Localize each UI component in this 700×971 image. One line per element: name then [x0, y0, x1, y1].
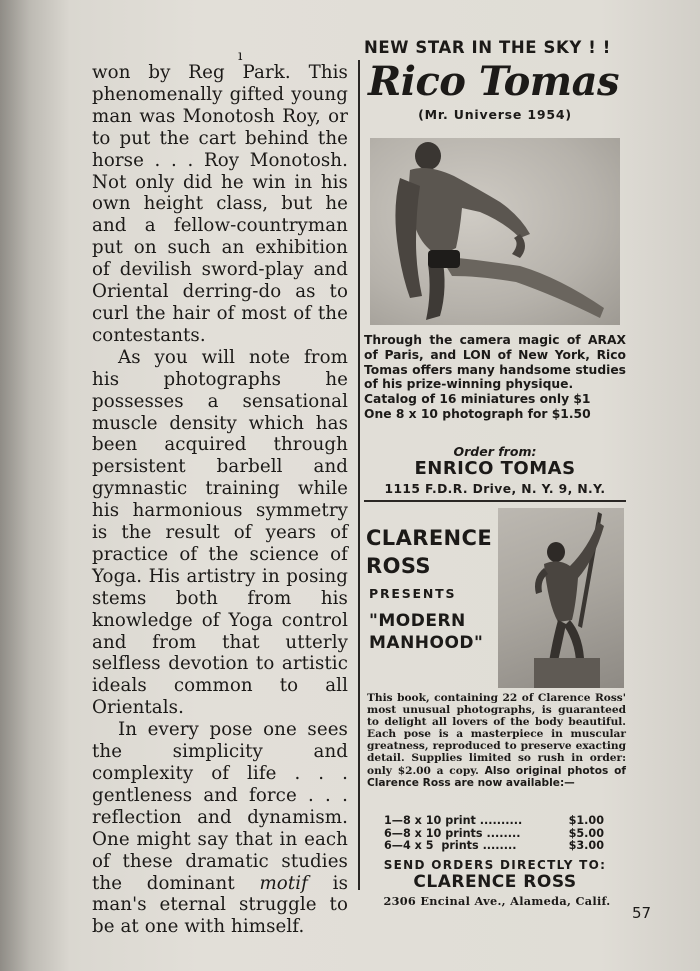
price-item: 6—4 x 5 prints ........	[384, 839, 517, 852]
order-name: ENRICO TOMAS	[414, 458, 576, 479]
price-item: 1—8 x 10 print ..........	[384, 814, 523, 827]
ad-ross-name-line1: CLARENCE	[366, 526, 493, 550]
price-value: $1.00	[568, 814, 604, 827]
price-value: $3.00	[568, 839, 604, 852]
send-orders-address: 2306 Encinal Ave., Alameda, Calif.	[383, 894, 611, 908]
ad-brand-name: Rico Tomas	[368, 58, 620, 105]
order-address: 1115 F.D.R. Drive, N. Y. 9, N.Y.	[384, 482, 606, 496]
send-orders-label: SEND ORDERS DIRECTLY TO:	[383, 858, 607, 872]
order-label: Order from:	[453, 444, 537, 459]
posing-figure-image	[370, 138, 620, 325]
article-paragraph-3-text: In every pose one sees the simplicity and complexity of life . . . gentleness and force . . . reflection and dynamism. One might say that in each of these dramatic studies the dominant	[92, 719, 348, 894]
ad-rico-tomas	[364, 38, 626, 496]
ad-blurb-text: Through the camera magic of ARAX of Paris, and LON of New York, Rico Tomas offers many handsome studies of his prize-winning physique.	[364, 333, 626, 392]
column-divider	[358, 60, 360, 890]
statue-pose-image	[498, 508, 624, 688]
page-number: 57	[632, 904, 652, 922]
ad-subtitle: (Mr. Universe 1954)	[418, 107, 572, 122]
article-column	[92, 48, 349, 938]
photo-price: One 8 x 10 photograph for $1.50	[364, 406, 591, 421]
ad-ross-presents: PRESENTS	[369, 586, 457, 601]
ross-highlight: Also original photos of Clarence Ross are now available:—	[367, 764, 626, 789]
article-paragraph-3-end: is man's eternal struggle to be at one with himself.	[92, 872, 349, 938]
ross-description-text: This book, containing 22 of Clarence Ross' most unusual photographs, is guaranteed to delight all lovers of the body beautiful. Each pose is a masterpiece in muscular greatness, reproduced to preserve exacting detail. Supplies limited so rush in order: only $2.00 a copy.	[367, 692, 626, 777]
ad-blurb	[364, 333, 626, 422]
price-value: $5.00	[568, 826, 604, 840]
article-paragraph-2: As you will note from his photographs he possesses a sensational muscle density which has been acquired through persistent barbell and gymnastic training while his harmonious symmetry is the result of years of practice of the science of Yoga. His artistry in posing stems both from his knowledge of Yoga control and from that utterly selfless devotion to artistic ideals common to all Orientals.	[92, 346, 348, 719]
ross-photo	[498, 508, 624, 688]
bodybuilder-photo	[370, 138, 620, 325]
ad-ross-name-line2: ROSS	[366, 554, 431, 578]
ad-ross-name	[366, 524, 492, 580]
ad-headline: NEW STAR IN THE SKY ! !	[364, 38, 611, 57]
ad-ross-book-title	[369, 610, 483, 654]
article-paragraph-1: won by Reg Park. This phenomenally gifted young man was Monotosh Roy, or to put the cart behind the horse . . . Roy Monotosh. Not only did he win in his own height class, but he and a fellow-countryman put on such an exhibition of devilish sword-play and Oriental derring-do as to curl the hair of most of the contestants.	[92, 62, 348, 346]
send-orders-name: CLARENCE ROSS	[413, 872, 577, 892]
article-italic-motif: motif	[259, 872, 308, 894]
stray-mark: ı	[238, 48, 243, 64]
price-list	[384, 815, 604, 853]
catalog-price: Catalog of 16 miniatures only $1	[364, 392, 591, 407]
book-title-line2: MANHOOD"	[369, 633, 484, 653]
article-paragraph-3	[92, 719, 348, 938]
price-row	[384, 840, 604, 853]
price-row	[384, 815, 604, 828]
ad-ross-description	[367, 692, 626, 789]
book-title-line1: "MODERN	[369, 611, 466, 631]
price-item: 6—8 x 10 prints ........	[384, 826, 521, 840]
ad-divider	[364, 500, 626, 502]
